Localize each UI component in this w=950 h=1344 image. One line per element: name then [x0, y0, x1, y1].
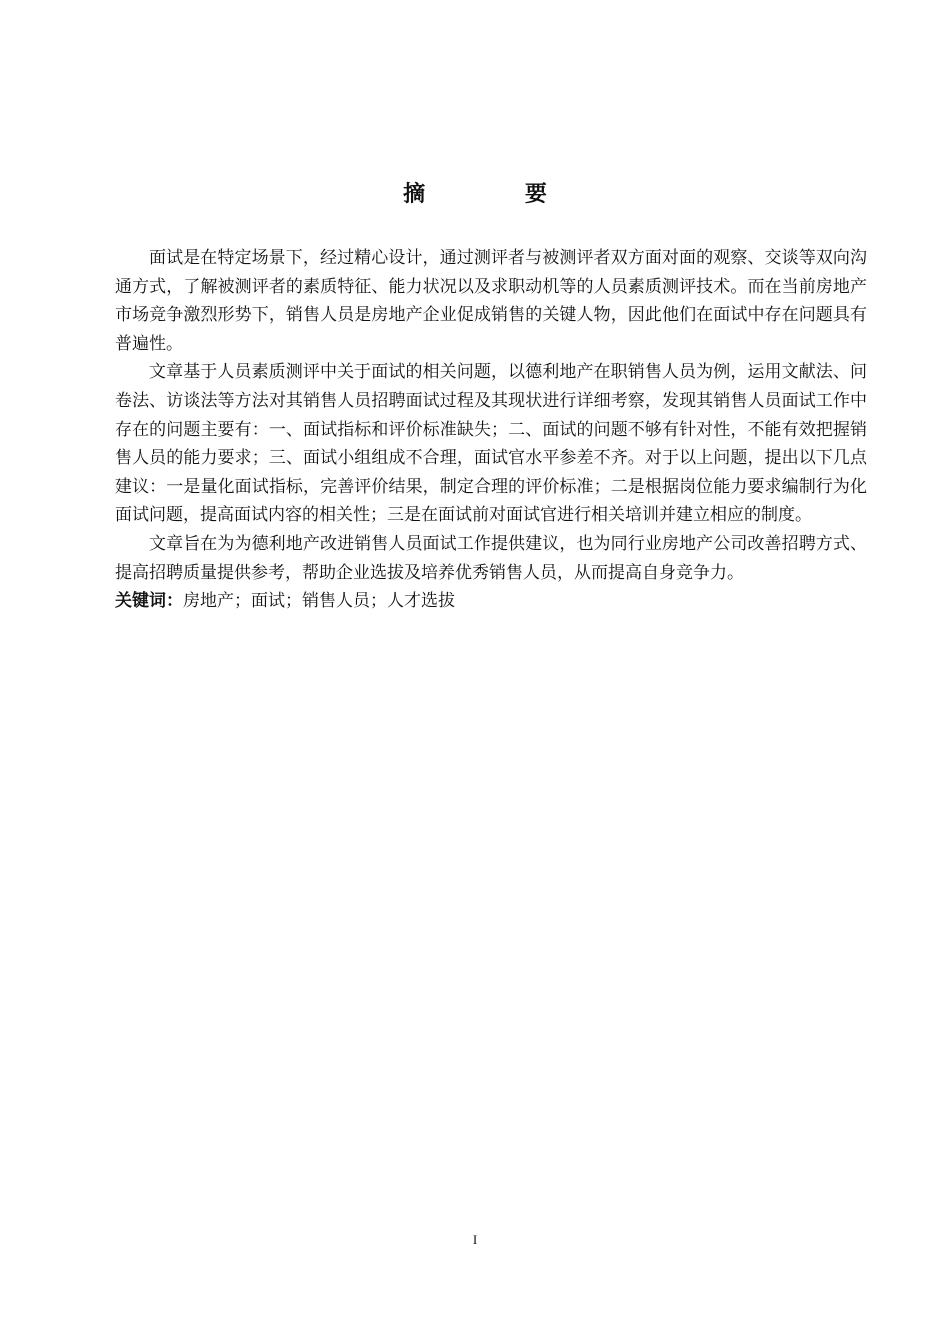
- abstract-body: [115, 244, 867, 616]
- page-number: I: [472, 1232, 478, 1247]
- keywords-value: 房地产；面试；销售人员；人才选拔: [183, 591, 455, 612]
- abstract-paragraph-3: 文章旨在为为德利地产改进销售人员面试工作提供建议，也为同行业房地产公司改善招聘方式、提高招聘质量提供参考，帮助企业选拔及培养优秀销售人员，从而提高自身竞争力。: [115, 533, 867, 583]
- keywords-line: [115, 587, 867, 616]
- abstract-title: 摘 要: [403, 182, 593, 207]
- abstract-paragraph-2: 文章基于人员素质测评中关于面试的相关问题，以德利地产在职销售人员为例，运用文献法、问卷法、访谈法等方法对其销售人员招聘面试过程及其现状进行详细考察，发现其销售人员面试工作中存在的问题主要有：一、面试指标和评价标准缺失；二、面试的问题不够有针对性，不能有效把握销售人员的能力要求；三、面试小组组成不合理，面试官水平参差不齐。对于以上问题，提出以下几点建议：一是量化面试指标，完善评价结果，制定合理的评价标准；二是根据岗位能力要求编制行为化面试问题，提高面试内容的相关性；三是在面试前对面试官进行相关培训并建立相应的制度。: [115, 362, 867, 526]
- keywords-label: 关键词：: [115, 591, 183, 612]
- abstract-paragraph-1: 面试是在特定场景下，经过精心设计，通过测评者与被测评者双方面对面的观察、交谈等双向沟通方式，了解被测评者的素质特征、能力状况以及求职动机等的人员素质测评技术。而在当前房地产市场竞争激烈形势下，销售人员是房地产企业促成销售的关键人物，因此他们在面试中存在问题具有普遍性。: [115, 248, 867, 354]
